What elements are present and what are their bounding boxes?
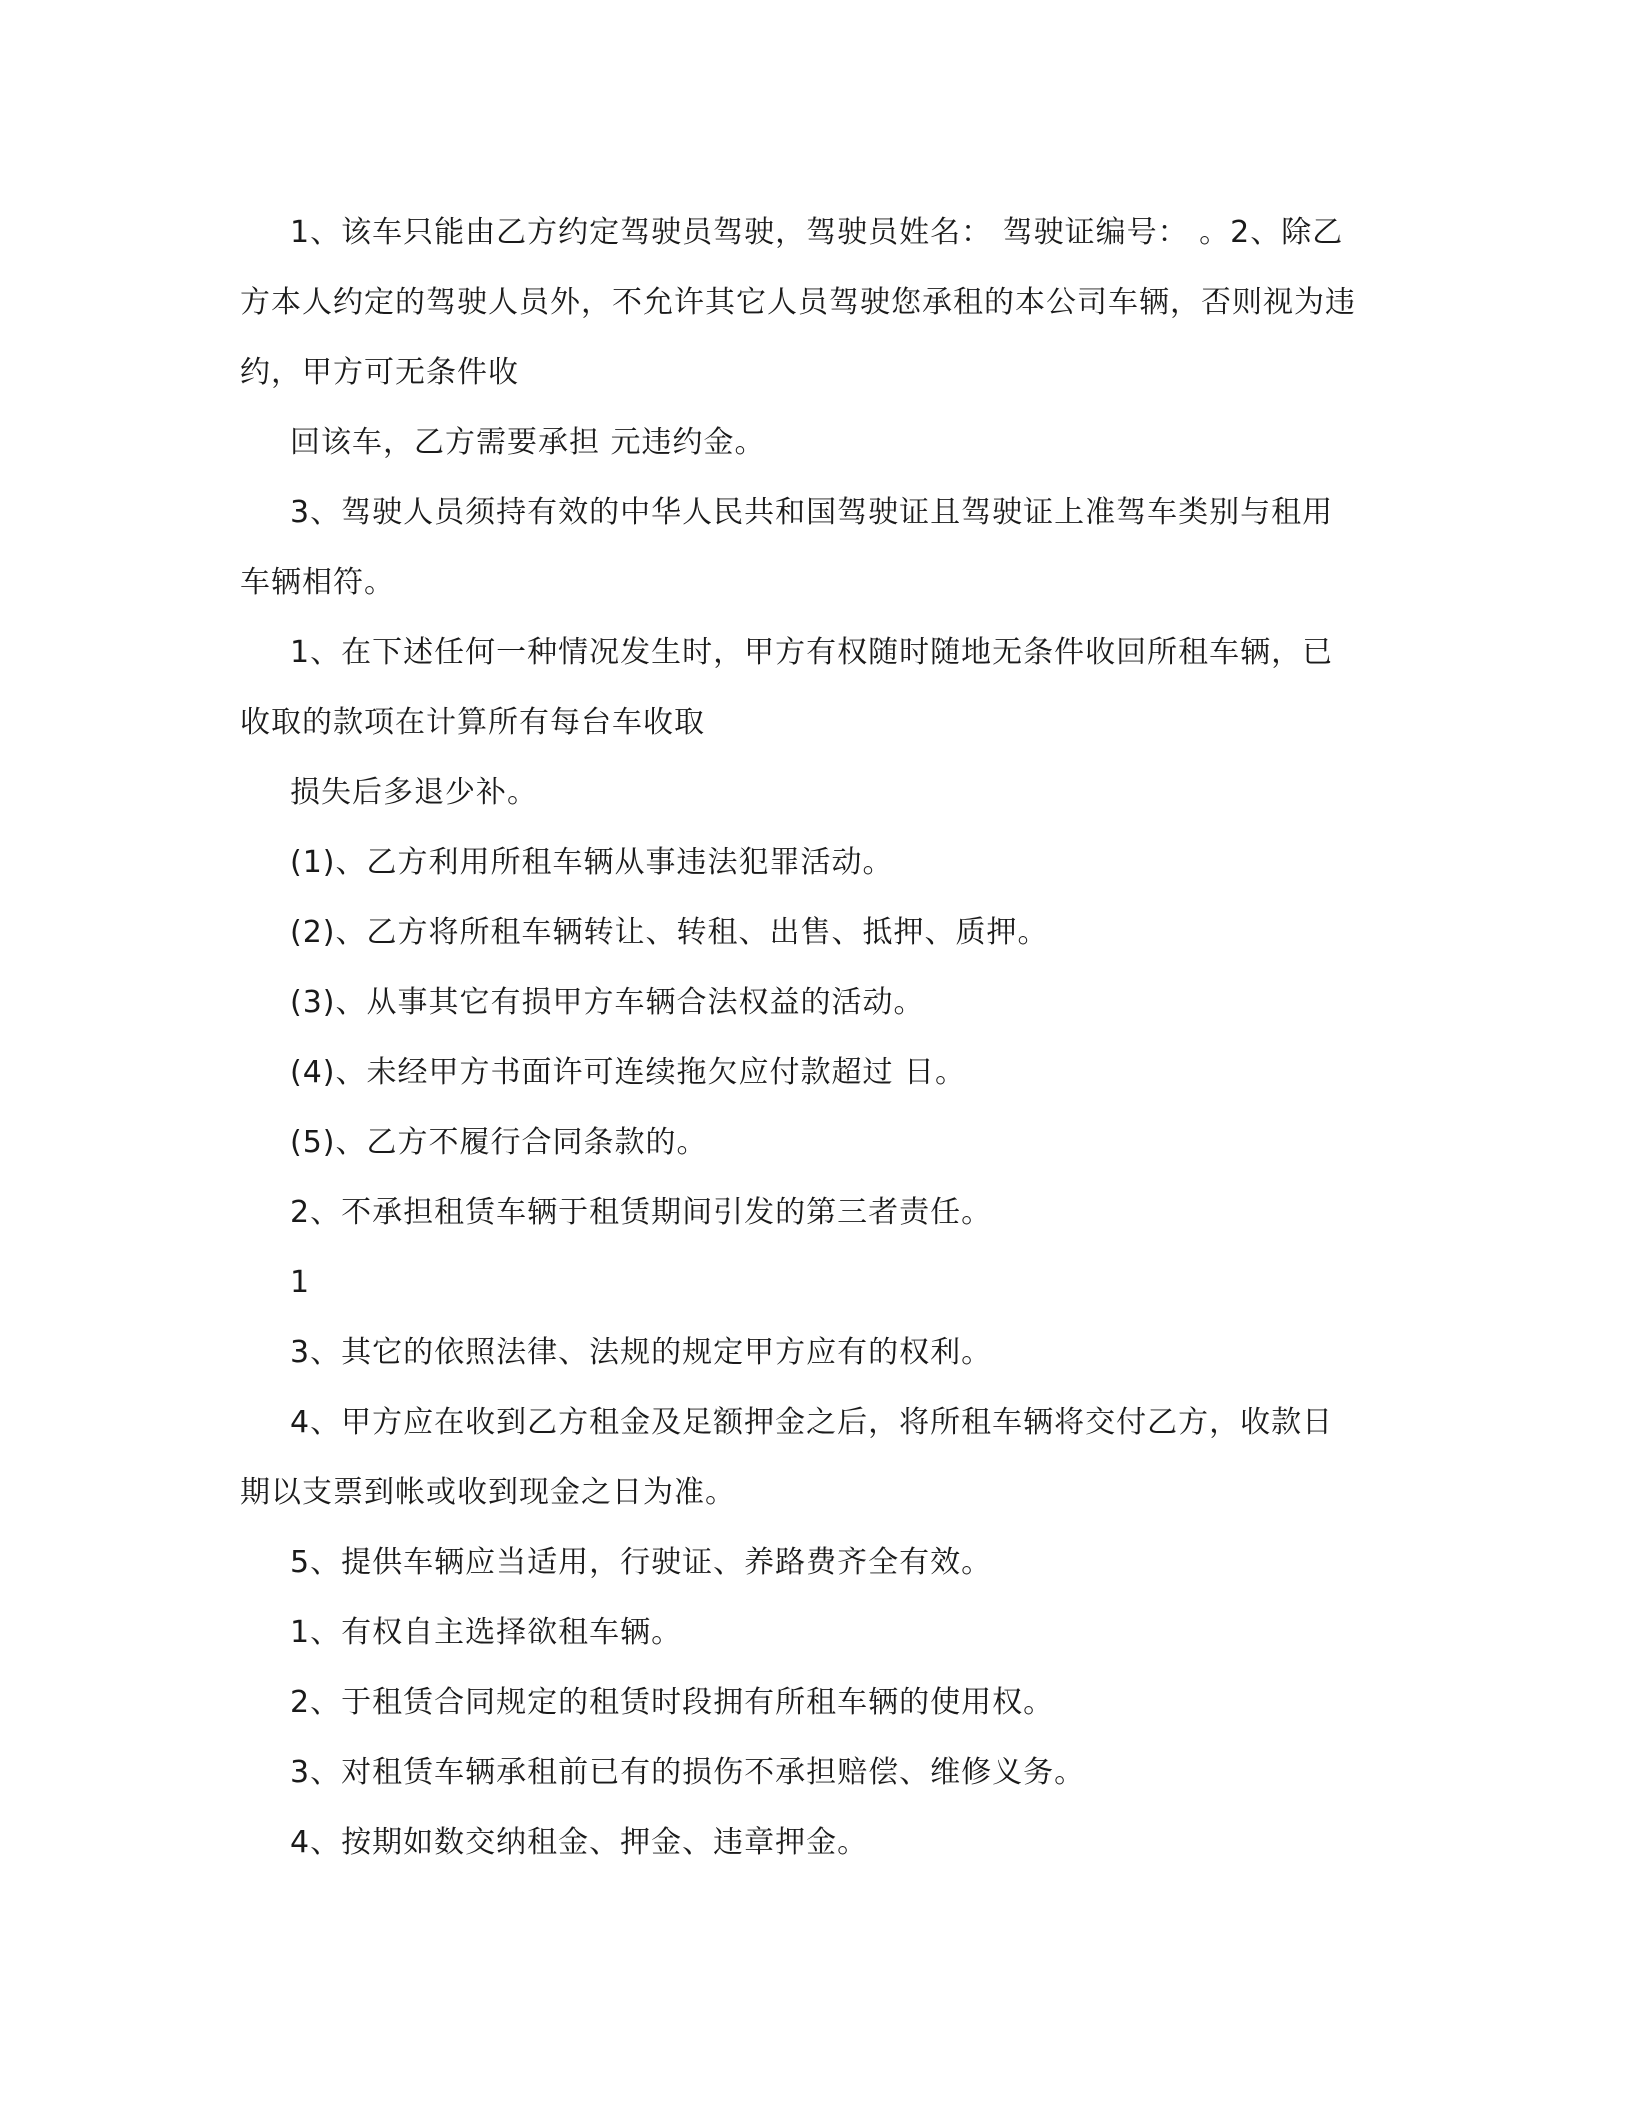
page-number: 1 xyxy=(290,1265,311,1300)
paragraph: 3、对租赁车辆承租前已有的损伤不承担赔偿、维修义务。 xyxy=(290,1755,1086,1790)
paragraph: 损失后多退少补。 xyxy=(290,775,538,810)
paragraph: (2)、乙方将所租车辆转让、转租、出售、抵押、质押。 xyxy=(290,915,1049,950)
document-body xyxy=(240,198,1360,1878)
paragraph: 1、该车只能由乙方约定驾驶员驾驶，驾驶员姓名： 驾驶证编号： 。2、除乙方本人约定的驾驶人员外，不允许其它人员驾驶您承租的本公司车辆，否则视为违约，甲方可无条件收 xyxy=(240,215,1356,390)
paragraph: (3)、从事其它有损甲方车辆合法权益的活动。 xyxy=(290,985,925,1020)
paragraph: (5)、乙方不履行合同条款的。 xyxy=(290,1125,708,1160)
paragraph: 回该车，乙方需要承担 元违约金。 xyxy=(290,425,766,460)
paragraph: 2、于租赁合同规定的租赁时段拥有所租车辆的使用权。 xyxy=(290,1685,1055,1720)
paragraph: 1、有权自主选择欲租车辆。 xyxy=(290,1615,683,1650)
paragraph: 3、其它的依照法律、法规的规定甲方应有的权利。 xyxy=(290,1335,993,1370)
paragraph: 4、甲方应在收到乙方租金及足额押金之后，将所租车辆将交付乙方，收款日期以支票到帐或收到现金之日为准。 xyxy=(240,1405,1334,1510)
paragraph: 4、按期如数交纳租金、押金、违章押金。 xyxy=(290,1825,869,1860)
paragraph: 1、在下述任何一种情况发生时，甲方有权随时随地无条件收回所租车辆，已收取的款项在计算所有每台车收取 xyxy=(240,635,1334,740)
paragraph: (1)、乙方利用所租车辆从事违法犯罪活动。 xyxy=(290,845,894,880)
paragraph: 5、提供车辆应当适用，行驶证、养路费齐全有效。 xyxy=(290,1545,993,1580)
paragraph: 2、不承担租赁车辆于租赁期间引发的第三者责任。 xyxy=(290,1195,993,1230)
paragraph: 3、驾驶人员须持有效的中华人民共和国驾驶证且驾驶证上准驾车类别与租用车辆相符。 xyxy=(240,495,1334,600)
paragraph: (4)、未经甲方书面许可连续拖欠应付款超过 日。 xyxy=(290,1055,967,1090)
